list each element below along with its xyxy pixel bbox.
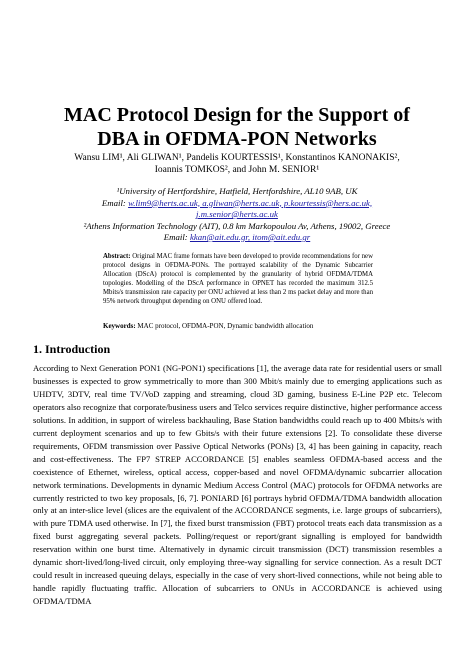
affiliation-2-emails: [20, 232, 454, 244]
email-link-senior[interactable]: j.m.senior@herts.ac.uk: [196, 209, 278, 219]
email-prefix-1: Email:: [101, 197, 129, 208]
abstract-label: Abstract:: [103, 253, 131, 260]
abstract: [103, 252, 373, 307]
introduction-body: [33, 362, 442, 667]
authors-line-2: Ioannis TOMKOS², and John M. SENIOR¹: [154, 165, 320, 175]
email-links-1[interactable]: w.lim9@herts.ac.uk, a.gliwan@herts.ac.uk, p.kourtessis@hers.ac.uk,: [128, 197, 373, 208]
keywords-text: MAC protocol, OFDMA-PON, Dynamic bandwidth allocation: [135, 322, 314, 330]
title-line-2: DBA in OFDMA-PON Networks: [97, 128, 377, 150]
email-prefix-2: Email:: [163, 232, 190, 242]
authors-line-1: Wansu LIM¹, Ali GLIWAN¹, Pandelis KOURTESSIS¹, Konstantinos KANONAKIS²,: [74, 153, 400, 163]
affiliation-2: ²Athens Information Technology (AIT), 0.8 km Markopoulou Av, Athens, 19002, Greece: [83, 220, 391, 231]
paper-title: [20, 103, 454, 151]
abstract-text: Original MAC frame formats have been developed to provide recommendations for new protocol designs in OFDMA-PONs. The portrayed scalability of the Dynamic Subcarrier Allocation (DScA) protocol is complemented by the granularity of hybrid OFDMA/TDMA topologies. Modelling of the DScA performance in OPNET has recorded the maximum 312.5 Mbits/s transmission rate capacity per ONU achieved at less than 2 ms packet delay and more than 95% network throughput depending on ONU offered load.: [103, 253, 373, 306]
affiliation-1-emails: [20, 198, 454, 210]
section-heading-introduction: 1. Introduction: [33, 342, 111, 356]
affiliation-1: ¹University of Hertfordshire, Hatfield, Hertfordshire, AL10 9AB, UK: [116, 186, 358, 196]
email-links-2[interactable]: kkan@ait.edu.gr, itom@ait.edu.gr: [189, 232, 311, 242]
introduction-paragraph: According to Next Generation PON1 (NG-PON1) specifications [1], the average data rate for residential users or small businesses is expected to grow symmetrically to more than 300 Mbit/s mainly due to emerging applications such as UHDTV, 3DTV, real time TV/VoD zapping and streaming, cloud 3D gaming, business E-Line P2P etc. Telecom operators also recognize that corporate/business users and Telco services require distinctive, higher performance access solutions. In addition, in support of wireless backhauling, Base Station bandwidths could reach up to 400 Mbits/s with current deployment scenarios and up to few Gbits/s with their future extensions [2]. To consolidate these diverse requirements, OFDM transmission over Passive Optical Networks (PONs) [3, 4] has been gaining in capacity, reach and cost-effectiveness. The FP7 STREP ACCORDANCE [5] enables seamless OFDMA-based access and the coexistence of Ethernet, wireless, optical access, copper-based and novel OFDMA/dynamic subcarrier allocation network terminations. Developments in dynamic Medium Access Control (MAC) protocols for OFDMA networks are currently restricted to two key proposals, [6, 7]. PONIARD [6] portrays hybrid OFDMA/TDMA bandwidth allocation only at an inter-slice level (slices are the equivalent of the ACCORDANCE segments, i.e. large groups of subcarriers), with pure TDMA used otherwise. In [7], the fixed burst transmission (FBT) protocol treats each data transmission as a fixed burst aggregating several packets. Polling/request or report/grant signalling is employed for bandwidth reservation within one burst time. Alternatively in dynamic circuit transmission (DCT) transmission resembles a dynamic short-lived/long-lived circuit, only employing three-way signalling for service connection. As a result DCT could result in increased queuing delays, especially in the case of very short-lived connections, while not being able to handle rapidly fluctuating traffic. Allocation of subcarriers to ONUs in ACCORDANCE is achieved using OFDMA/TDMA: [33, 363, 442, 607]
title-line-1: MAC Protocol Design for the Support of: [64, 104, 410, 126]
author-list: [20, 152, 454, 176]
keywords-label: Keywords:: [103, 322, 136, 330]
affiliations: [20, 186, 454, 244]
keywords: [103, 322, 383, 331]
affiliation-1-emails-cont: [20, 209, 454, 221]
